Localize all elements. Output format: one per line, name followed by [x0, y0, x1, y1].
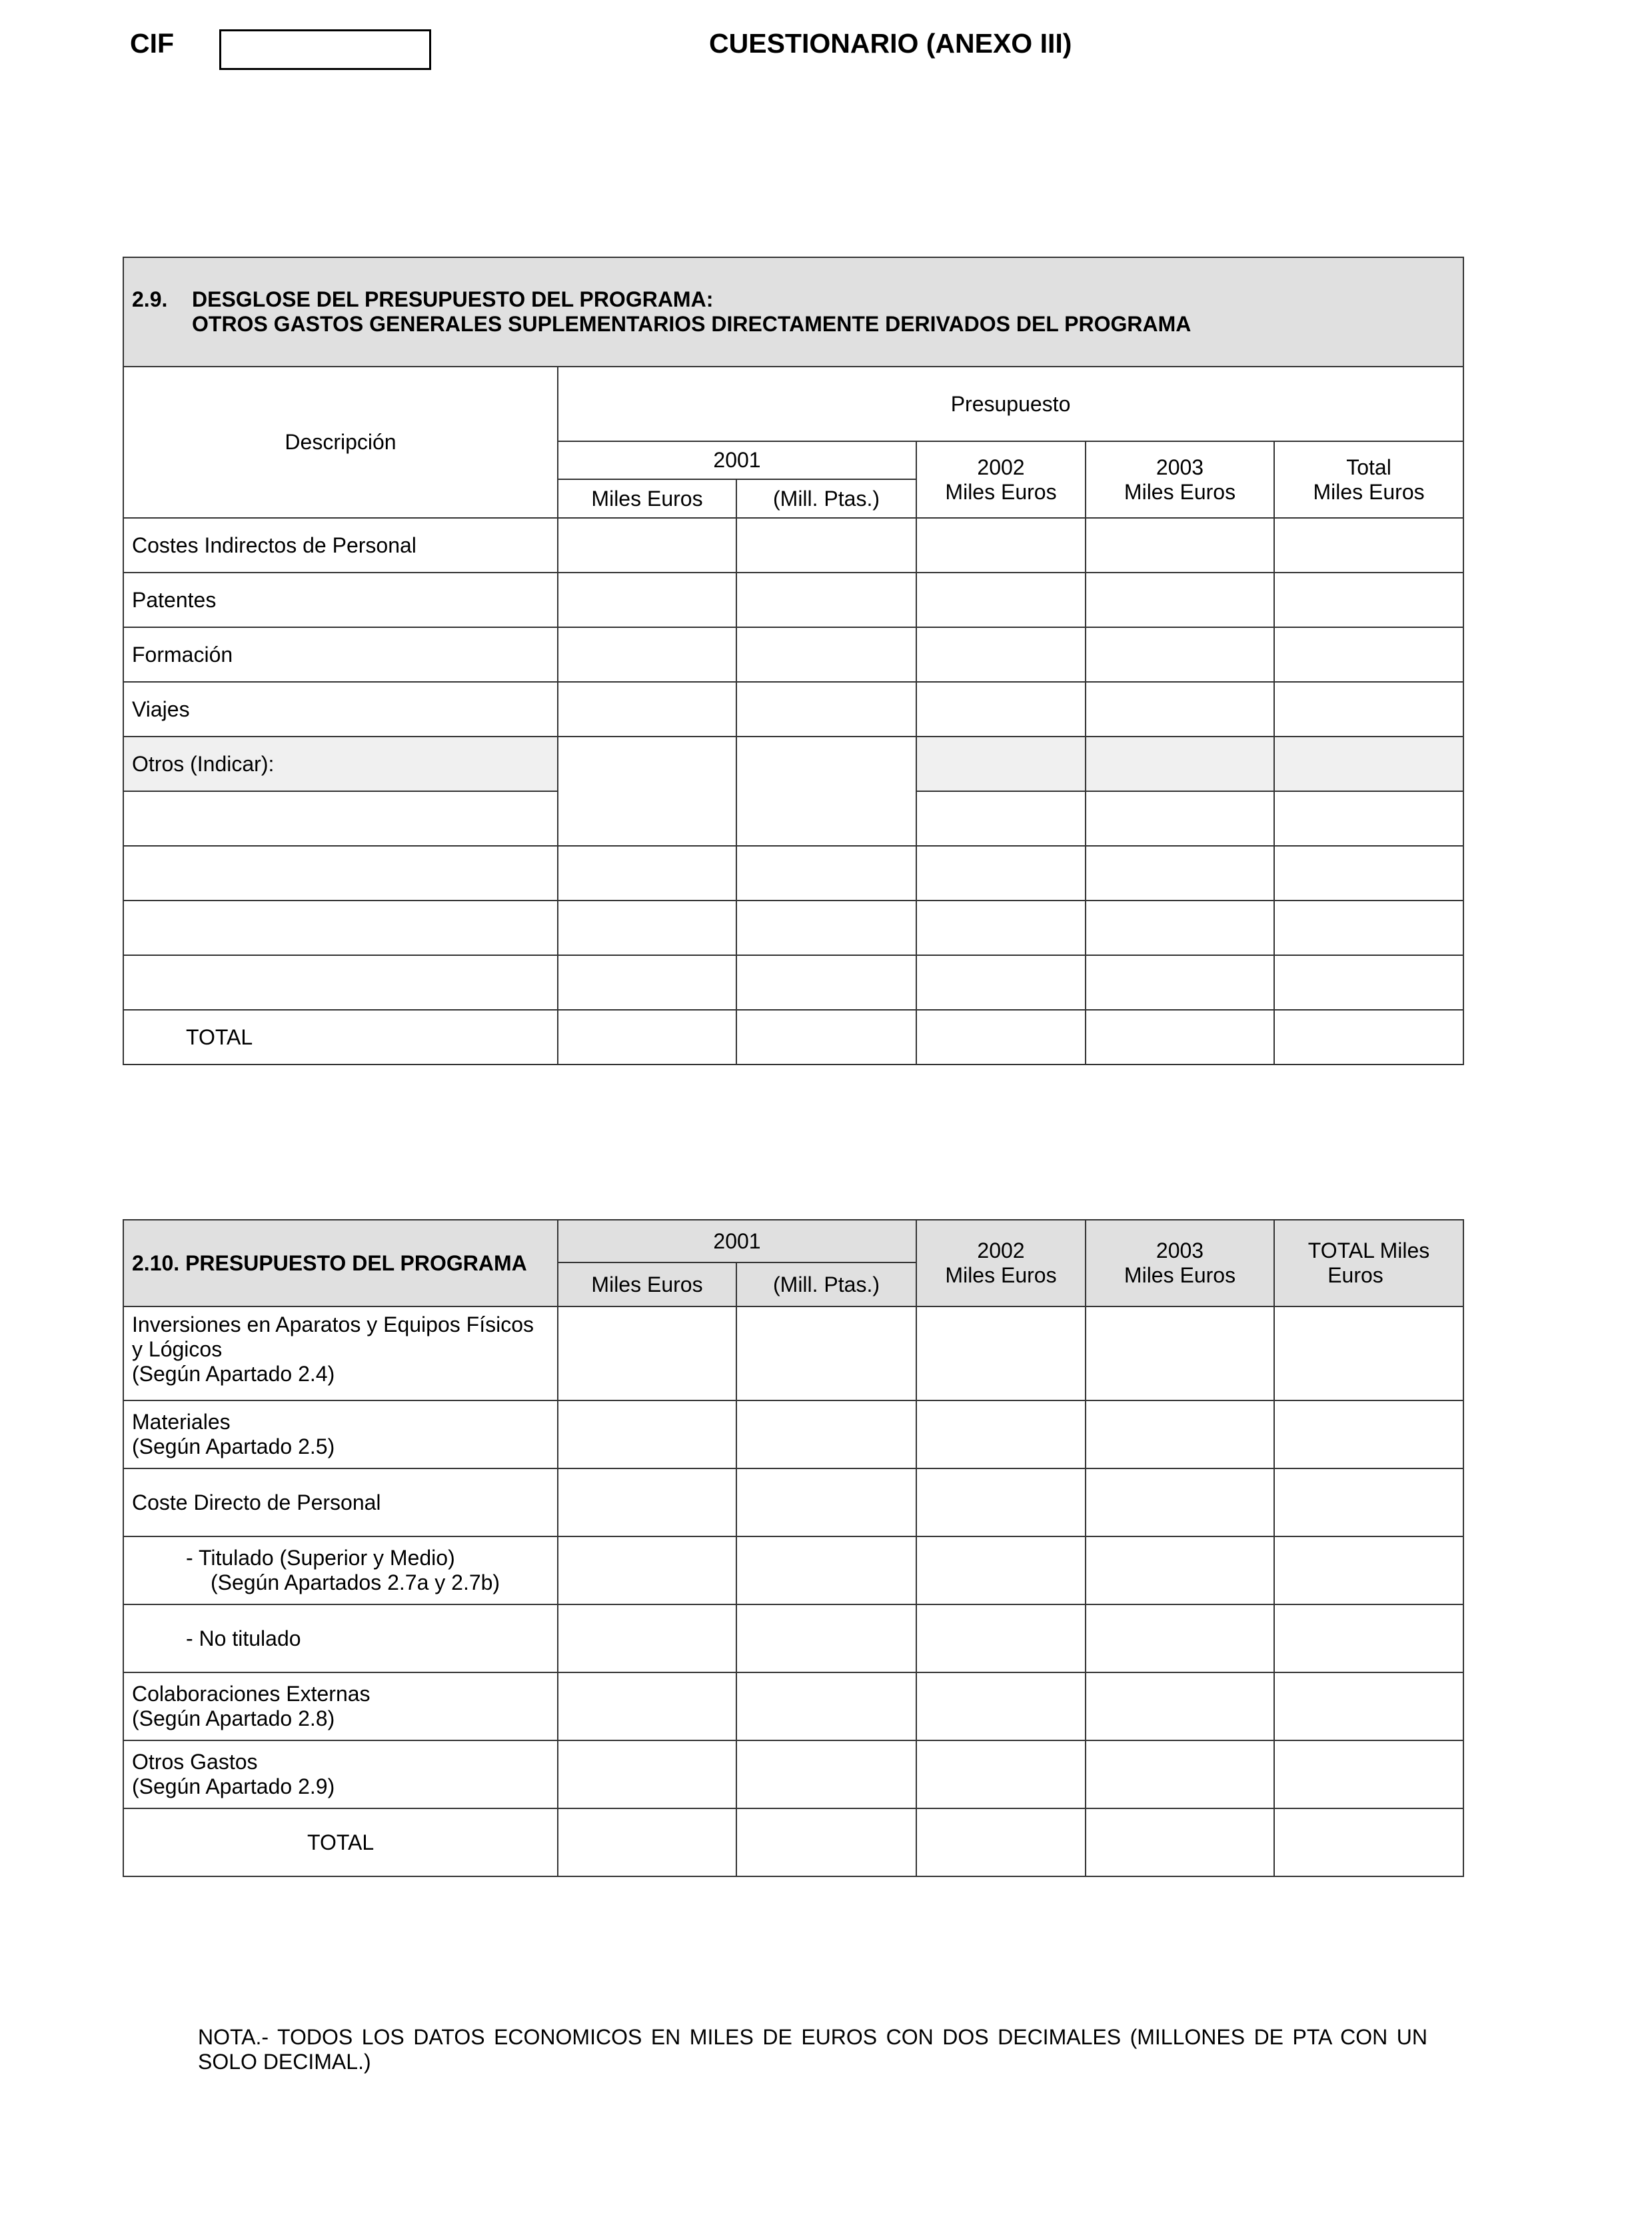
input-cell[interactable] [558, 627, 736, 682]
input-cell[interactable] [1274, 1468, 1463, 1536]
input-cell[interactable] [736, 627, 916, 682]
row-label-materiales: Materiales (Según Apartado 2.5) [123, 1400, 558, 1468]
input-cell[interactable] [736, 1400, 916, 1468]
input-cell[interactable] [123, 791, 558, 846]
table-row [123, 737, 1463, 791]
input-cell[interactable] [558, 1400, 736, 1468]
input-cell[interactable] [736, 1010, 916, 1065]
input-cell[interactable] [1274, 682, 1463, 737]
input-cell[interactable] [1086, 518, 1274, 573]
input-cell[interactable] [123, 955, 558, 1010]
input-cell[interactable] [1274, 1672, 1463, 1740]
input-cell[interactable] [1086, 1672, 1274, 1740]
input-cell[interactable] [916, 627, 1086, 682]
input-cell[interactable] [558, 1536, 736, 1604]
input-cell[interactable] [123, 846, 558, 901]
row-label-titulado: - Titulado (Superior y Medio) (Según Apartados 2.7a y 2.7b) [123, 1536, 558, 1604]
input-cell[interactable] [916, 682, 1086, 737]
input-cell[interactable] [558, 1306, 736, 1400]
total-header: Total Miles Euros [1274, 441, 1463, 518]
input-cell[interactable] [916, 1010, 1086, 1065]
input-cell[interactable] [558, 1010, 736, 1065]
table-row [123, 518, 1463, 573]
table-row [123, 846, 1463, 901]
input-cell[interactable] [736, 901, 916, 955]
input-cell[interactable] [736, 573, 916, 627]
input-cell[interactable] [1086, 1740, 1274, 1808]
input-cell[interactable] [1274, 1400, 1463, 1468]
input-cell[interactable] [916, 518, 1086, 573]
input-cell[interactable] [1274, 1740, 1463, 1808]
input-cell[interactable] [558, 737, 736, 846]
input-cell[interactable] [1086, 1010, 1274, 1065]
input-cell[interactable] [916, 791, 1086, 846]
input-cell[interactable] [1274, 1604, 1463, 1672]
input-cell[interactable] [1086, 791, 1274, 846]
row-label-otros-gastos: Otros Gastos (Según Apartado 2.9) [123, 1740, 558, 1808]
input-cell[interactable] [1274, 737, 1463, 791]
table-row [123, 1468, 1463, 1536]
input-cell[interactable] [1086, 1400, 1274, 1468]
row-label-viajes: Viajes [123, 682, 558, 737]
table-row [123, 1400, 1463, 1468]
input-cell[interactable] [558, 1604, 736, 1672]
input-cell[interactable] [1274, 573, 1463, 627]
input-cell[interactable] [558, 955, 736, 1010]
row-label-inversiones: Inversiones en Aparatos y Equipos Físicos y Lógicos (Según Apartado 2.4) [123, 1306, 558, 1400]
input-cell[interactable] [558, 1468, 736, 1536]
input-cell[interactable] [916, 1400, 1086, 1468]
input-cell[interactable] [558, 901, 736, 955]
col-description-header: Descripción [123, 367, 558, 518]
input-cell[interactable] [916, 1672, 1086, 1740]
year-2003-header: 2003 Miles Euros [1086, 441, 1274, 518]
input-cell[interactable] [736, 846, 916, 901]
row-label-formacion: Formación [123, 627, 558, 682]
row-label-no-titulado: - No titulado [123, 1604, 558, 1672]
sub-miles-euros-header: Miles Euros [558, 479, 736, 518]
input-cell[interactable] [1086, 1604, 1274, 1672]
input-cell[interactable] [1274, 955, 1463, 1010]
input-cell[interactable] [916, 737, 1086, 791]
input-cell[interactable] [558, 1740, 736, 1808]
input-cell[interactable] [916, 955, 1086, 1010]
row-label-coste-directo: Coste Directo de Personal [123, 1468, 558, 1536]
input-cell[interactable] [916, 901, 1086, 955]
table-2-9 [123, 257, 1464, 1065]
input-cell[interactable] [916, 573, 1086, 627]
table-row [123, 1672, 1463, 1740]
input-cell[interactable] [736, 955, 916, 1010]
col-budget-header: Presupuesto [558, 367, 1463, 441]
input-cell[interactable] [736, 682, 916, 737]
input-cell[interactable] [1086, 846, 1274, 901]
row-label-total: TOTAL [123, 1808, 558, 1876]
page-title: CUESTIONARIO (ANEXO III) [709, 28, 1072, 59]
cif-label: CIF [130, 28, 175, 59]
input-cell[interactable] [558, 518, 736, 573]
input-cell[interactable] [558, 1808, 736, 1876]
table-row [123, 1306, 1463, 1400]
input-cell[interactable] [1274, 1010, 1463, 1065]
input-cell[interactable] [916, 1740, 1086, 1808]
input-cell[interactable] [736, 1536, 916, 1604]
input-cell[interactable] [736, 1740, 916, 1808]
year-2001-header: 2001 [558, 441, 916, 479]
input-cell[interactable] [1086, 737, 1274, 791]
table-row [123, 901, 1463, 955]
sub-miles-euros-header: Miles Euros [558, 1262, 736, 1306]
row-label-patentes: Patentes [123, 573, 558, 627]
input-cell[interactable] [916, 1536, 1086, 1604]
input-cell[interactable] [1086, 1536, 1274, 1604]
row-label-colaboraciones: Colaboraciones Externas (Según Apartado 2.8) [123, 1672, 558, 1740]
input-cell[interactable] [1086, 955, 1274, 1010]
sub-mill-ptas-header: (Mill. Ptas.) [736, 479, 916, 518]
input-cell[interactable] [736, 1468, 916, 1536]
table-row [123, 1604, 1463, 1672]
table-row [123, 627, 1463, 682]
row-label-costes-indirectos: Costes Indirectos de Personal [123, 518, 558, 573]
table-row [123, 1740, 1463, 1808]
input-cell[interactable] [1274, 1536, 1463, 1604]
input-cell[interactable] [916, 846, 1086, 901]
input-cell[interactable] [916, 1468, 1086, 1536]
input-cell[interactable] [736, 518, 916, 573]
section-2-10-title: 2.10. PRESUPUESTO DEL PROGRAMA [123, 1220, 558, 1306]
year-2002-header: 2002 Miles Euros [916, 441, 1086, 518]
input-cell[interactable] [1086, 573, 1274, 627]
row-label-otros: Otros (Indicar): [123, 737, 558, 791]
input-cell[interactable] [1086, 682, 1274, 737]
year-2003-header: 2003 Miles Euros [1086, 1220, 1274, 1306]
table-row [123, 955, 1463, 1010]
sub-mill-ptas-header: (Mill. Ptas.) [736, 1262, 916, 1306]
input-cell[interactable] [736, 737, 916, 846]
input-cell[interactable] [1274, 518, 1463, 573]
input-cell[interactable] [123, 901, 558, 955]
cif-input[interactable] [219, 29, 431, 70]
year-2002-header: 2002 Miles Euros [916, 1220, 1086, 1306]
input-cell[interactable] [1086, 1468, 1274, 1536]
input-cell[interactable] [1274, 846, 1463, 901]
input-cell[interactable] [916, 1306, 1086, 1400]
input-cell[interactable] [736, 1306, 916, 1400]
section-2-9-title: 2.9. DESGLOSE DEL PRESUPUESTO DEL PROGRAMA: OTROS GASTOS GENERALES SUPLEMENTARIOS DIRECTAMENTE DERIVADOS DEL PROGRAMA [123, 257, 1463, 367]
input-cell[interactable] [1274, 1306, 1463, 1400]
row-label-total: TOTAL [123, 1010, 558, 1065]
table-2-10 [123, 1219, 1464, 1877]
input-cell[interactable] [558, 682, 736, 737]
input-cell[interactable] [736, 1604, 916, 1672]
table-row [123, 682, 1463, 737]
total-row [123, 1808, 1463, 1876]
input-cell[interactable] [558, 846, 736, 901]
input-cell[interactable] [736, 1808, 916, 1876]
input-cell[interactable] [1086, 1306, 1274, 1400]
total-header: TOTAL Miles Euros [1274, 1220, 1463, 1306]
input-cell[interactable] [1086, 627, 1274, 682]
input-cell[interactable] [558, 573, 736, 627]
input-cell[interactable] [1274, 1808, 1463, 1876]
table-row [123, 573, 1463, 627]
total-row [123, 1010, 1463, 1065]
table-row [123, 1536, 1463, 1604]
input-cell[interactable] [558, 1672, 736, 1740]
input-cell[interactable] [736, 1672, 916, 1740]
input-cell[interactable] [1274, 791, 1463, 846]
input-cell[interactable] [916, 1604, 1086, 1672]
input-cell[interactable] [1086, 1808, 1274, 1876]
input-cell[interactable] [916, 1808, 1086, 1876]
footnote: NOTA.- TODOS LOS DATOS ECONOMICOS EN MILES DE EUROS CON DOS DECIMALES (MILLONES DE PTA CON UN SOLO DECIMAL.) [198, 2025, 1427, 2074]
year-2001-header: 2001 [558, 1220, 916, 1262]
input-cell[interactable] [1274, 901, 1463, 955]
input-cell[interactable] [1086, 901, 1274, 955]
input-cell[interactable] [1274, 627, 1463, 682]
